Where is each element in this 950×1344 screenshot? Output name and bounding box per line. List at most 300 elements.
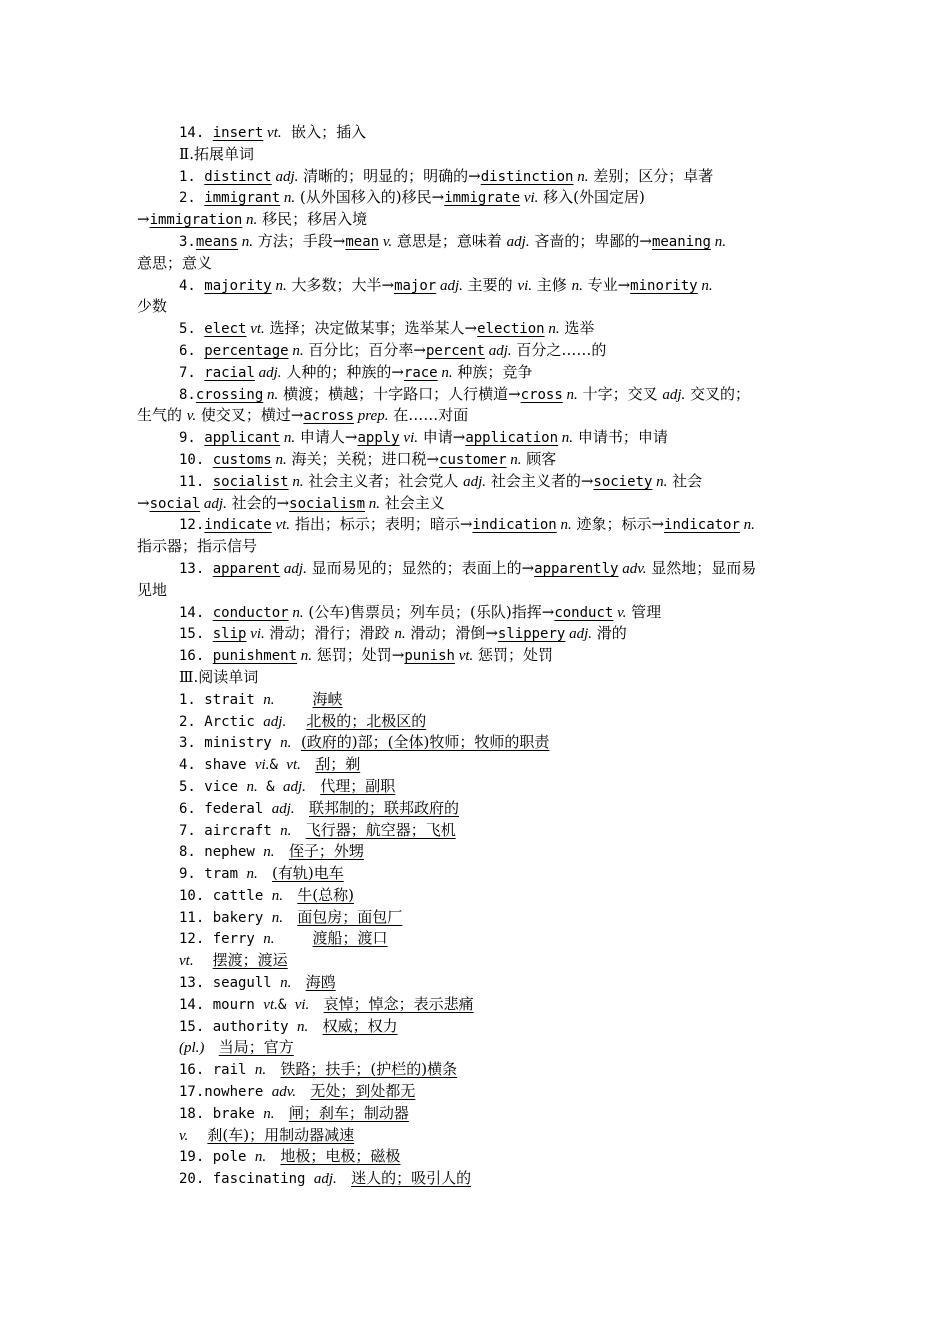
- part-of-speech: adj.: [463, 473, 487, 490]
- line-text: 大多数；大半→: [286, 275, 395, 294]
- answer-text: socialism: [289, 495, 366, 512]
- text-line: [137, 798, 827, 820]
- text-line: [137, 972, 827, 994]
- part-of-speech: adj.: [263, 713, 287, 730]
- answer-text: apparently: [534, 560, 619, 577]
- line-text: 意思是；意味着: [392, 231, 507, 250]
- line-text: 13.: [179, 560, 213, 577]
- text-line: [137, 340, 827, 362]
- answer-text: elect: [204, 321, 247, 338]
- line-text: [291, 973, 305, 991]
- part-of-speech: n.: [263, 1105, 275, 1122]
- part-of-speech: n.: [288, 342, 304, 359]
- part-of-speech: n.: [254, 1062, 267, 1079]
- line-text: 专业→: [582, 275, 631, 294]
- line-text: 吝啬的；卑鄙的→: [529, 231, 652, 250]
- text-line: [137, 296, 827, 318]
- line-text: 主要的: [462, 275, 518, 294]
- part-of-speech: prep.: [354, 408, 389, 425]
- part-of-speech: adj.: [282, 778, 306, 795]
- answer-text: punish: [404, 648, 455, 665]
- text-line: [137, 1037, 827, 1059]
- line-text: 20. fascinating: [179, 1171, 314, 1188]
- part-of-speech: vt.: [179, 953, 194, 970]
- part-of-speech: vt.: [271, 517, 291, 534]
- part-of-speech: v.: [379, 233, 393, 250]
- part-of-speech: n.: [246, 778, 258, 795]
- line-text: 管理: [626, 602, 662, 621]
- line-text: 8. nephew: [179, 844, 264, 861]
- part-of-speech: n.: [280, 822, 292, 839]
- line-text: (公车)售票员；列车员；(乐队)指挥→: [303, 602, 555, 621]
- line-text: 11. bakery: [179, 909, 272, 926]
- answer-text: distinct: [204, 168, 272, 185]
- answer-text: 铁路；扶手；(护栏的)横条: [280, 1060, 458, 1079]
- part-of-speech: vi.: [246, 626, 265, 643]
- part-of-speech: n.: [544, 321, 560, 338]
- line-text: 19. pole: [179, 1149, 255, 1166]
- part-of-speech: n.: [246, 866, 258, 883]
- text-line: [137, 667, 827, 689]
- line-text: 7. aircraft: [179, 822, 281, 839]
- line-text: 13. seagull: [179, 975, 281, 992]
- answer-text: insert: [212, 125, 264, 141]
- line-text: 使交叉；横过→: [196, 406, 304, 425]
- line-text: [296, 1082, 310, 1100]
- answer-text: 当局；官方: [218, 1038, 294, 1057]
- part-of-speech: v.: [179, 1127, 189, 1144]
- part-of-speech: n.: [271, 909, 283, 926]
- line-text: 12. ferry: [179, 931, 264, 948]
- part-of-speech: vt.: [454, 648, 474, 665]
- text-line: [137, 1081, 827, 1103]
- part-of-speech: adj.: [506, 233, 530, 250]
- text-line: [137, 514, 827, 536]
- line-text: 顾客: [521, 449, 557, 468]
- part-of-speech: n.: [437, 364, 453, 381]
- answer-text: 面包房；面包厂: [297, 907, 403, 926]
- answer-text: conductor: [212, 604, 289, 621]
- answer-text: meaning: [651, 233, 711, 250]
- line-text: 3.: [179, 233, 196, 250]
- line-text: 惩罚；处罚→: [312, 646, 405, 665]
- part-of-speech: n.: [571, 277, 583, 294]
- text-line: [137, 558, 827, 580]
- line-text: (从外国移入的)移民→: [295, 188, 445, 207]
- answer-text: application: [465, 430, 559, 447]
- part-of-speech: n.: [697, 277, 713, 294]
- line-text: →: [137, 493, 150, 512]
- text-line: [137, 362, 827, 384]
- line-text: 14.: [179, 125, 213, 141]
- part-of-speech: n.: [263, 386, 279, 403]
- line-text: [337, 1169, 351, 1187]
- line-text: [266, 1147, 280, 1165]
- line-text: &: [277, 996, 295, 1013]
- text-line: [137, 754, 827, 776]
- line-text: 移民；移居入境: [257, 210, 368, 229]
- text-line: [137, 841, 827, 863]
- part-of-speech: n.: [288, 473, 304, 490]
- part-of-speech: n.: [573, 168, 589, 185]
- line-text: 申请人→: [295, 428, 358, 447]
- answer-text: customs: [212, 451, 272, 468]
- line-text: [283, 908, 297, 926]
- part-of-speech: adj.: [436, 277, 463, 294]
- line-text: 迹象；标示→: [571, 515, 665, 534]
- answer-text: 海鸥: [305, 973, 336, 992]
- line-text: [283, 886, 297, 904]
- text-line: [137, 493, 827, 515]
- text-line: [137, 209, 827, 231]
- part-of-speech: adj.: [271, 168, 299, 185]
- line-text: 15. authority: [179, 1018, 298, 1035]
- line-text: &: [269, 757, 287, 774]
- text-line: [137, 732, 827, 754]
- line-text: 少数: [137, 297, 168, 316]
- text-line: [137, 449, 827, 471]
- line-text: 11.: [179, 473, 213, 490]
- line-text: 选择；决定做某事；选举某人→: [264, 319, 478, 338]
- part-of-speech: n.: [556, 517, 572, 534]
- line-text: 见地: [137, 580, 168, 599]
- answer-text: 刹(车)；用制动器减速: [207, 1125, 355, 1144]
- part-of-speech: n.: [739, 517, 755, 534]
- line-text: 滑动；滑行；滑跤: [264, 624, 395, 643]
- line-text: 12.: [179, 517, 205, 534]
- line-text: [291, 733, 301, 751]
- part-of-speech: n.: [652, 473, 668, 490]
- part-of-speech: vi.: [517, 277, 533, 294]
- text-line: [137, 907, 827, 929]
- answer-text: race: [403, 364, 438, 381]
- text-line: [137, 1125, 827, 1147]
- part-of-speech: adj.: [271, 800, 295, 817]
- line-text: 方法；手段→: [253, 231, 346, 250]
- text-line: [137, 928, 827, 950]
- part-of-speech: adj.: [565, 626, 593, 643]
- text-line: [137, 1168, 827, 1190]
- text-line: [137, 602, 827, 624]
- answer-text: (有轨)电车: [272, 864, 344, 883]
- line-text: 6. federal: [179, 800, 272, 817]
- line-text: 6.: [179, 342, 205, 359]
- line-text: 14.: [179, 604, 213, 621]
- part-of-speech: adj.: [484, 342, 512, 359]
- part-of-speech: n.: [558, 430, 574, 447]
- text-line: [137, 1146, 827, 1168]
- answer-text: percentage: [204, 342, 289, 359]
- part-of-speech: n.: [394, 626, 406, 643]
- part-of-speech: n.: [288, 604, 304, 621]
- part-of-speech: vt.: [263, 125, 282, 141]
- line-text: 8.: [179, 386, 196, 403]
- answer-text: distinction: [480, 168, 574, 185]
- line-text: 14. mourn: [179, 996, 264, 1013]
- line-text: 申请书；申请: [573, 428, 668, 447]
- part-of-speech: vt.: [286, 757, 301, 774]
- part-of-speech: (pl.): [179, 1040, 205, 1057]
- answer-text: 联邦制的；联邦政府的: [308, 798, 459, 817]
- line-text: &: [257, 778, 283, 795]
- answer-text: major: [394, 277, 437, 294]
- text-line: [137, 1103, 827, 1125]
- line-text: [291, 821, 305, 839]
- line-text: 3. ministry: [179, 735, 281, 752]
- answer-text: majority: [204, 277, 272, 294]
- line-text: 申请→: [417, 428, 466, 447]
- line-text: 4. shave: [179, 757, 255, 774]
- line-text: 9. tram: [179, 866, 247, 883]
- answer-text: 哀悼；悼念；表示悲痛: [323, 994, 474, 1013]
- answer-text: 代理；副职: [320, 776, 396, 795]
- part-of-speech: vi.: [399, 430, 418, 447]
- answer-text: slip: [212, 626, 247, 643]
- line-text: 指示器；指示信号: [137, 537, 258, 556]
- part-of-speech: vt.: [246, 321, 265, 338]
- part-of-speech: n.: [271, 451, 287, 468]
- text-line: [137, 863, 827, 885]
- text-line: [137, 187, 827, 209]
- line-text: 18. brake: [179, 1105, 264, 1122]
- part-of-speech: v.: [613, 604, 627, 621]
- line-text: 生气的: [137, 406, 187, 425]
- text-line: [137, 318, 827, 340]
- part-of-speech: n.: [263, 691, 275, 708]
- line-text: 横渡；横越；十字路口；人行横道→: [278, 384, 521, 403]
- answer-text: (政府的)部；(全体)牧师；牧师的职责: [300, 733, 550, 752]
- line-text: 种族；竞争: [452, 362, 533, 381]
- line-text: 社会的→: [226, 493, 290, 512]
- answer-text: society: [593, 473, 653, 490]
- line-text: 显然地；显而易: [646, 558, 757, 577]
- answer-text: 北极的；北极区的: [306, 711, 427, 730]
- answer-text: 渡船；渡口: [312, 929, 388, 948]
- part-of-speech: adj.: [280, 560, 307, 577]
- answer-text: 权威；权力: [322, 1016, 398, 1035]
- answer-text: conduct: [554, 604, 614, 621]
- part-of-speech: adj.: [200, 495, 227, 512]
- line-text: [301, 755, 315, 773]
- line-text: 人种的；种族的→: [281, 362, 404, 381]
- line-text: 意思；意义: [137, 253, 213, 272]
- line-text: [306, 777, 320, 795]
- part-of-speech: n.: [506, 451, 522, 468]
- text-line: [137, 471, 827, 493]
- part-of-speech: n.: [280, 975, 292, 992]
- answer-text: punishment: [212, 648, 298, 665]
- line-text: 在……对面: [388, 406, 469, 425]
- part-of-speech: vi.: [254, 757, 270, 774]
- line-text: 滑的: [592, 624, 627, 643]
- part-of-speech: adv.: [271, 1084, 297, 1101]
- answer-text: across: [303, 408, 354, 425]
- part-of-speech: v.: [186, 408, 197, 425]
- answer-text: slippery: [497, 626, 566, 643]
- line-text: [194, 951, 213, 969]
- text-line: [137, 275, 827, 297]
- line-text: 移入(外国定居): [538, 188, 645, 207]
- text-line: [137, 427, 827, 449]
- answer-text: 牛(总称): [297, 885, 354, 904]
- line-text: 滑动；滑倒→: [405, 624, 498, 643]
- answer-text: social: [149, 495, 201, 512]
- part-of-speech: n.: [263, 931, 275, 948]
- part-of-speech: n.: [238, 233, 254, 250]
- line-text: 16. rail: [179, 1062, 255, 1079]
- line-text: 主修: [532, 275, 572, 294]
- answer-text: immigration: [149, 212, 243, 229]
- text-line: [137, 536, 827, 558]
- part-of-speech: n.: [297, 648, 313, 665]
- answer-text: 摆渡；渡运: [212, 951, 288, 970]
- line-text: Ⅲ.阅读单词: [179, 667, 259, 686]
- line-text: 十字；交叉: [577, 384, 663, 403]
- answer-text: indication: [472, 517, 557, 534]
- text-line: [137, 231, 827, 253]
- line-text: [266, 1060, 280, 1078]
- line-text: 10.: [179, 451, 213, 468]
- text-line: [137, 994, 827, 1016]
- part-of-speech: vi.: [294, 996, 310, 1013]
- part-of-speech: n.: [254, 1149, 267, 1166]
- text-line: [137, 885, 827, 907]
- part-of-speech: adj.: [313, 1171, 337, 1188]
- text-line: [137, 166, 827, 188]
- line-text: 海关；关税；进口税→: [286, 449, 440, 468]
- line-text: 社会: [667, 471, 703, 490]
- line-text: Ⅱ.拓展单词: [179, 144, 254, 163]
- line-text: 社会主义者的→: [486, 471, 594, 490]
- answer-text: cross: [520, 386, 563, 403]
- answer-text: immigrate: [444, 190, 521, 207]
- text-line: [137, 580, 827, 602]
- line-text: 嵌入；插入: [281, 123, 367, 141]
- text-line: [137, 144, 827, 166]
- part-of-speech: n.: [242, 212, 258, 229]
- answer-text: indicate: [204, 517, 272, 534]
- text-line: [137, 689, 827, 711]
- line-text: 9.: [179, 430, 205, 447]
- line-text: 16.: [179, 648, 213, 665]
- part-of-speech: n.: [280, 430, 296, 447]
- answer-text: indicator: [664, 517, 740, 534]
- line-text: [295, 799, 309, 817]
- line-text: →: [137, 210, 150, 229]
- answer-text: apparent: [212, 560, 281, 577]
- answer-text: 闸；刹车；制动器: [288, 1103, 409, 1122]
- answer-text: 侄子；外甥: [288, 842, 364, 861]
- answer-text: 飞行器；航空器；飞机: [305, 820, 456, 839]
- line-text: 1.: [179, 168, 205, 185]
- part-of-speech: vi.: [520, 190, 539, 207]
- line-text: [308, 1017, 322, 1035]
- answer-text: 刮；剃: [315, 755, 361, 774]
- answer-text: socialist: [212, 473, 289, 490]
- answer-text: apply: [357, 430, 400, 447]
- line-text: 交叉的；: [685, 384, 751, 403]
- text-line: [137, 950, 827, 972]
- answer-text: minority: [630, 277, 698, 294]
- part-of-speech: n.: [280, 735, 292, 752]
- answer-text: percent: [425, 342, 485, 359]
- part-of-speech: n.: [710, 233, 726, 250]
- part-of-speech: n.: [263, 844, 275, 861]
- line-text: 17.nowhere: [179, 1084, 272, 1101]
- line-text: 4.: [179, 277, 205, 294]
- line-text: 2. Arctic: [179, 713, 264, 730]
- text-line: [137, 405, 827, 427]
- line-text: [309, 995, 323, 1013]
- line-text: 5.: [179, 321, 205, 338]
- line-text: 清晰的；明显的；明确的→: [298, 166, 481, 185]
- answer-text: racial: [204, 364, 255, 381]
- line-text: [204, 1038, 218, 1056]
- line-text: 10. cattle: [179, 887, 272, 904]
- answer-text: 海峡: [312, 689, 343, 708]
- line-text: 7.: [179, 364, 205, 381]
- line-text: 社会主义: [380, 493, 445, 512]
- part-of-speech: n.: [280, 190, 296, 207]
- text-line: [137, 711, 827, 733]
- part-of-speech: n.: [562, 386, 578, 403]
- text-line: [137, 1059, 827, 1081]
- line-text: 选举: [559, 319, 595, 338]
- answer-text: mean: [345, 233, 380, 250]
- part-of-speech: n.: [297, 1018, 309, 1035]
- text-line: [137, 645, 827, 667]
- text-line: [137, 384, 827, 406]
- line-text: 社会主义者；社会党人: [303, 471, 464, 490]
- line-text: [188, 1126, 207, 1144]
- text-line: [137, 122, 827, 144]
- line-text: 指出；标示；表明；暗示→: [290, 515, 473, 534]
- line-text: [275, 1104, 289, 1122]
- answer-text: 无处；到处都无: [310, 1082, 416, 1101]
- line-text: 差别；区分；卓著: [588, 166, 714, 185]
- line-text: 15.: [179, 626, 213, 643]
- text-line: [137, 820, 827, 842]
- text-line: [137, 253, 827, 275]
- part-of-speech: n.: [271, 887, 283, 904]
- document-body: [137, 122, 827, 1190]
- part-of-speech: adj.: [662, 386, 686, 403]
- answer-text: election: [477, 321, 545, 338]
- answer-text: 地极；电极；磁极: [280, 1147, 401, 1166]
- line-text: 5. vice: [179, 778, 247, 795]
- answer-text: customer: [439, 451, 507, 468]
- part-of-speech: n.: [365, 495, 381, 512]
- text-line: [137, 623, 827, 645]
- line-text: 2.: [179, 190, 205, 207]
- answer-text: crossing: [195, 386, 264, 403]
- line-text: [258, 864, 272, 882]
- text-line: [137, 776, 827, 798]
- answer-text: 迷人的；吸引人的: [351, 1169, 472, 1188]
- part-of-speech: vt.: [263, 996, 278, 1013]
- part-of-speech: adj.: [254, 364, 282, 381]
- line-text: 惩罚；处罚: [473, 646, 554, 665]
- answer-text: means: [195, 233, 239, 250]
- line-text: 百分比；百分率→: [303, 340, 426, 359]
- part-of-speech: n.: [271, 277, 287, 294]
- text-line: [137, 1016, 827, 1038]
- line-text: 显而易见的；显然的；表面上的→: [306, 558, 535, 577]
- part-of-speech: adv.: [618, 560, 647, 577]
- line-text: 百分之……的: [511, 340, 607, 359]
- line-text: 1. strait: [179, 691, 264, 708]
- answer-text: applicant: [204, 430, 281, 447]
